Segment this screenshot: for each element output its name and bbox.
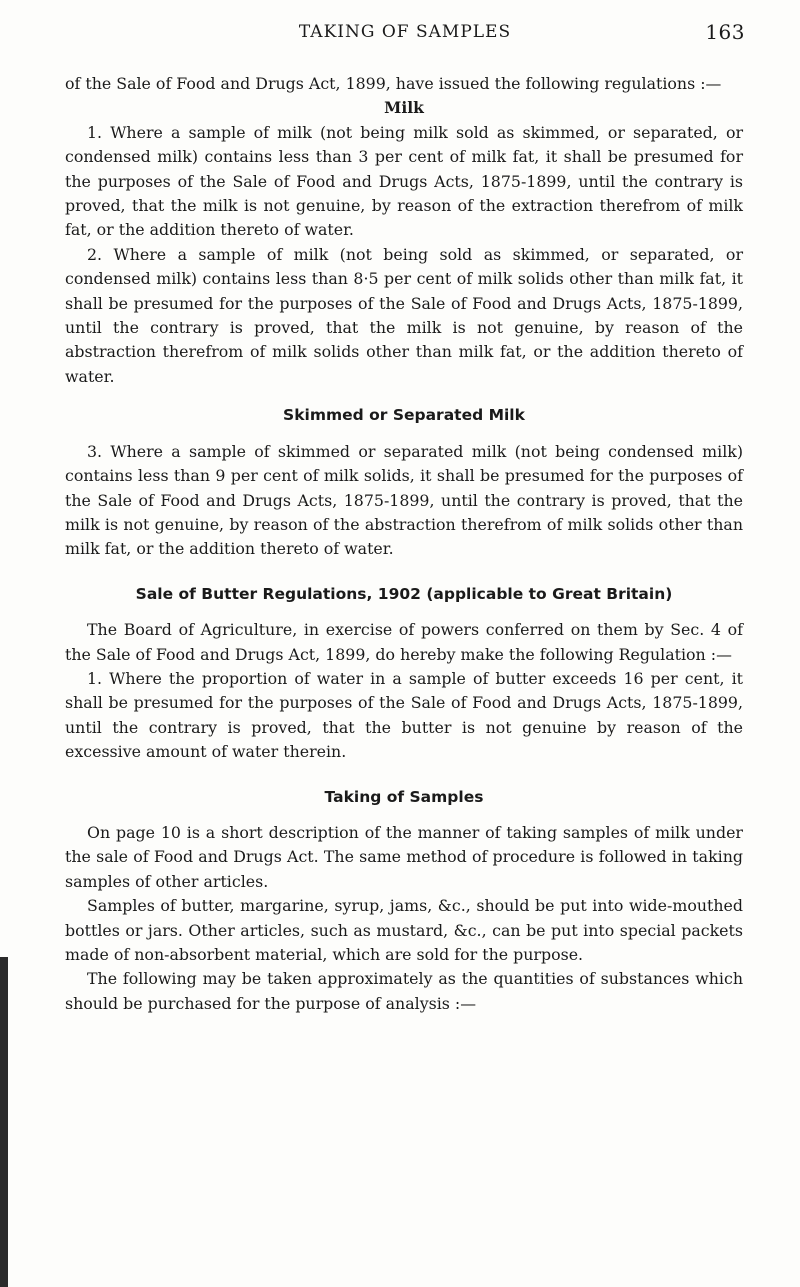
page-edge-shadow [0,957,8,1287]
section-heading-butter: Sale of Butter Regulations, 1902 (applicable to Great Britain) [135,584,673,603]
paragraph: 1. Where a sample of milk (not being milk sold as skimmed, or separated, or condensed milk) contains less than 3 per cent of milk fat, it shall be presumed for the purposes of the Sale of Food and Drugs Acts, 1875-1899, until the contrary is proved, that the milk is not genuine, by reason of the extraction therefrom of milk fat, or the addition thereto of water. [65,122,743,240]
running-head: TAKING OF SAMPLES [298,22,512,42]
intro-paragraph: of the Sale of Food and Drugs Act, 1899, have issued the following regulations :— [65,74,722,93]
body-text [65,72,743,1016]
paragraph: The Board of Agriculture, in exercise of powers conferred on them by Sec. 4 of the Sale of Food and Drugs Act, 1899, do hereby make the following Regulation :— [65,620,743,664]
section-heading-milk: Milk [384,98,424,118]
paragraph: 2. Where a sample of milk (not being sold as skimmed, or separated, or condensed milk) contains less than 8·5 per cent of milk solids other than milk fat, it shall be presumed for the purposes of the Sale of Food and Drugs Acts, 1875-1899, until the contrary is proved, that the milk is not genuine, by reason of the abstraction therefrom of milk solids other than milk fat, or the addition thereto of water. [65,244,743,386]
paragraph: Samples of butter, margarine, syrup, jams, &c., should be put into wide-mouthed bottles or jars. Other articles, such as mustard, &c., can be put into special packets made of non-absorbent material, which are sold for the purpose. [65,896,743,964]
paragraph: The following may be taken approximately as the quantities of substances which should be purchased for the purpose of analysis :— [65,969,743,1013]
paragraph: 1. Where the proportion of water in a sample of butter exceeds 16 per cent, it shall be presumed for the purposes of the Sale of Food and Drugs Acts, 1875-1899, until the contrary is proved, that the butter is not genuine by reason of the excessive amount of water therein. [65,668,743,762]
section-heading-skimmed: Skimmed or Separated Milk [283,406,525,425]
paragraph: On page 10 is a short description of the manner of taking samples of milk under the sale of Food and Drugs Act. The same method of procedure is followed in taking samples of other articles. [65,822,743,891]
section-heading-samples: Taking of Samples [324,787,484,806]
page-number: 163 [705,20,745,44]
paragraph: 3. Where a sample of skimmed or separated milk (not being condensed milk) contains less than 9 per cent of milk solids, it shall be presumed for the purposes of the Sale of Food and Drugs Acts, 1875-1899, until the contrary is proved, that the milk is not genuine, by reason of the abstraction therefrom of milk solids other than milk fat, or the addition thereto of water. [65,441,743,559]
page-header [65,20,745,60]
